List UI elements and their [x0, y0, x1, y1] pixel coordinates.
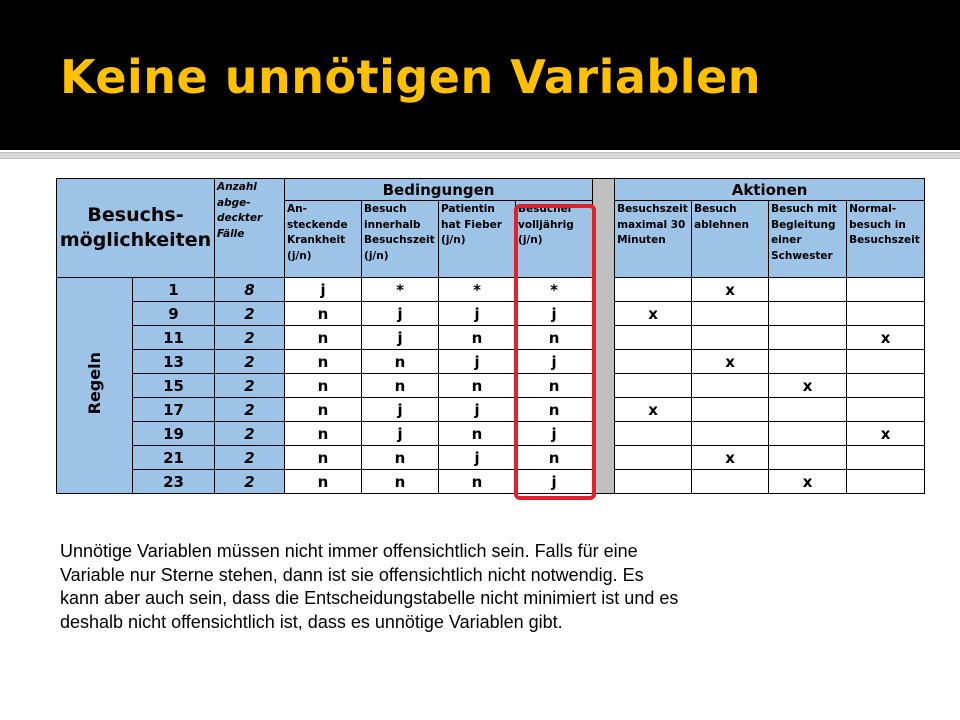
- condition-value: *: [439, 278, 516, 302]
- decision-table: [56, 178, 924, 490]
- rule-row: [57, 302, 925, 326]
- rules-label: Regeln: [85, 352, 104, 415]
- action-mark: [615, 446, 692, 470]
- rule-number: 11: [133, 326, 215, 350]
- rule-number: 17: [133, 398, 215, 422]
- rule-row: [57, 326, 925, 350]
- action-mark: [692, 302, 769, 326]
- rule-count: 2: [215, 326, 285, 350]
- condition-value: *: [362, 278, 439, 302]
- header-line: abge-: [217, 196, 251, 209]
- header-line: An-: [287, 203, 307, 215]
- rule-count: 2: [215, 470, 285, 494]
- action-mark: [615, 350, 692, 374]
- condition-value: j: [439, 446, 516, 470]
- condition-value: j: [362, 302, 439, 326]
- header-line: Besuch mit: [771, 203, 837, 215]
- condition-value: n: [516, 446, 593, 470]
- header-line: einer: [771, 234, 802, 246]
- header-line: Anzahl: [217, 181, 257, 193]
- rules-group-label: [57, 278, 133, 494]
- corner-line: Besuchs-: [87, 204, 184, 226]
- rule-number: 9: [133, 302, 215, 326]
- header-line: Begleitung: [771, 218, 836, 231]
- condition-value: n: [285, 398, 362, 422]
- header-line: ablehnen: [694, 218, 749, 231]
- action-mark: [692, 470, 769, 494]
- rule-count: 2: [215, 446, 285, 470]
- action-header: [847, 201, 925, 278]
- condition-value: j: [362, 398, 439, 422]
- rule-count: 2: [215, 422, 285, 446]
- rule-number: 15: [133, 374, 215, 398]
- rule-row: [57, 374, 925, 398]
- caption-line: kann aber auch sein, dass die Entscheidungstabelle nicht minimiert ist und es: [60, 588, 679, 608]
- caption: [60, 540, 900, 634]
- condition-value: n: [285, 374, 362, 398]
- condition-value: n: [362, 446, 439, 470]
- header-line: (j/n): [364, 249, 389, 262]
- action-mark: [847, 398, 925, 422]
- condition-value: j: [516, 350, 593, 374]
- actions-group-header: Aktionen: [615, 179, 925, 201]
- rule-count: 2: [215, 374, 285, 398]
- anzahl-header: [215, 179, 285, 278]
- action-mark: [692, 326, 769, 350]
- action-header: [615, 201, 692, 278]
- action-header: [769, 201, 847, 278]
- rule-count: 2: [215, 302, 285, 326]
- title-divider: [0, 152, 960, 159]
- header-line: Patientin: [441, 203, 495, 215]
- condition-value: n: [516, 374, 593, 398]
- header-line: Besuch: [364, 203, 407, 215]
- action-mark: x: [847, 422, 925, 446]
- title-bar: [0, 0, 960, 150]
- condition-value: n: [439, 470, 516, 494]
- action-mark: [615, 374, 692, 398]
- action-mark: x: [692, 278, 769, 302]
- condition-value: j: [516, 302, 593, 326]
- caption-line: Unnötige Variablen müssen nicht immer offensichtlich sein. Falls für eine: [60, 541, 638, 561]
- rule-count: 2: [215, 398, 285, 422]
- action-mark: [847, 302, 925, 326]
- condition-header: [362, 201, 439, 278]
- header-line: deckter: [217, 212, 263, 224]
- condition-value: n: [285, 446, 362, 470]
- caption-line: deshalb nicht offensichtlich ist, dass es unnötige Variablen gibt.: [60, 611, 563, 632]
- rule-row: [57, 350, 925, 374]
- action-mark: [615, 278, 692, 302]
- header-line: maximal 30: [617, 218, 686, 231]
- header-line: Minuten: [617, 234, 666, 246]
- action-mark: x: [615, 302, 692, 326]
- condition-value: j: [362, 326, 439, 350]
- corner-line: möglichkeiten: [59, 229, 212, 251]
- action-mark: [769, 302, 847, 326]
- header-line: (j/n): [441, 234, 466, 246]
- condition-value: n: [439, 374, 516, 398]
- condition-value: j: [516, 422, 593, 446]
- header-line: Besucher: [518, 203, 573, 215]
- condition-value: n: [439, 326, 516, 350]
- header-line: Schwester: [771, 249, 833, 262]
- conditions-group-header: Bedingungen: [285, 179, 593, 201]
- action-mark: x: [847, 326, 925, 350]
- slide-title: Keine unnötigen Variablen: [60, 50, 762, 104]
- header-line: Besuchszeit: [617, 203, 688, 215]
- rule-row: [57, 446, 925, 470]
- condition-value: *: [516, 278, 593, 302]
- header-line: Krankheit: [287, 234, 346, 246]
- caption-line: Variable nur Sterne stehen, dann ist sie offensichtlich nicht notwendig. Es: [60, 564, 644, 585]
- header-line: hat Fieber: [441, 218, 502, 231]
- header-line: Besuchszeit: [364, 234, 435, 246]
- condition-value: n: [362, 470, 439, 494]
- condition-value: n: [285, 326, 362, 350]
- header-line: Fälle: [217, 227, 245, 240]
- header-line: Besuchszeit: [849, 234, 920, 246]
- action-mark: [692, 374, 769, 398]
- header-line: Normal-: [849, 203, 897, 215]
- header-line: innerhalb: [364, 218, 421, 231]
- condition-value: n: [285, 470, 362, 494]
- rule-number: 21: [133, 446, 215, 470]
- header-line: volljährig: [518, 218, 574, 231]
- header-line: Besuch: [694, 203, 737, 215]
- action-mark: [847, 470, 925, 494]
- rule-number: 19: [133, 422, 215, 446]
- action-mark: [769, 446, 847, 470]
- rule-row: [57, 470, 925, 494]
- condition-value: n: [516, 326, 593, 350]
- action-mark: [692, 422, 769, 446]
- action-mark: [769, 278, 847, 302]
- condition-value: j: [439, 350, 516, 374]
- action-mark: [847, 350, 925, 374]
- action-mark: x: [692, 446, 769, 470]
- condition-value: n: [516, 398, 593, 422]
- action-mark: [769, 422, 847, 446]
- condition-value: n: [362, 374, 439, 398]
- rule-number: 1: [133, 278, 215, 302]
- condition-value: j: [285, 278, 362, 302]
- action-mark: x: [769, 470, 847, 494]
- condition-value: j: [516, 470, 593, 494]
- action-mark: x: [692, 350, 769, 374]
- rule-count: 2: [215, 350, 285, 374]
- header-line: besuch in: [849, 218, 906, 231]
- action-mark: [769, 350, 847, 374]
- header-line: (j/n): [287, 249, 312, 262]
- condition-value: n: [285, 422, 362, 446]
- condition-value: n: [439, 422, 516, 446]
- action-mark: [769, 326, 847, 350]
- action-mark: [692, 398, 769, 422]
- condition-header: [285, 201, 362, 278]
- condition-value: j: [439, 302, 516, 326]
- action-mark: [847, 446, 925, 470]
- action-mark: [847, 374, 925, 398]
- rule-number: 13: [133, 350, 215, 374]
- condition-value: n: [362, 350, 439, 374]
- condition-header: [439, 201, 516, 278]
- condition-value: n: [285, 302, 362, 326]
- action-mark: [615, 326, 692, 350]
- rule-row: [57, 278, 925, 302]
- rule-row: [57, 422, 925, 446]
- action-mark: [847, 278, 925, 302]
- rule-count: 8: [215, 278, 285, 302]
- action-mark: [615, 470, 692, 494]
- action-mark: [615, 422, 692, 446]
- condition-value: n: [285, 350, 362, 374]
- action-mark: x: [615, 398, 692, 422]
- action-mark: [769, 398, 847, 422]
- header-line: steckende: [287, 218, 348, 231]
- action-mark: x: [769, 374, 847, 398]
- condition-value: j: [362, 422, 439, 446]
- rule-number: 23: [133, 470, 215, 494]
- action-header: [692, 201, 769, 278]
- corner-header: [57, 179, 215, 278]
- header-line: (j/n): [518, 234, 543, 246]
- rule-row: [57, 398, 925, 422]
- condition-value: j: [439, 398, 516, 422]
- highlight-frame: [514, 204, 596, 500]
